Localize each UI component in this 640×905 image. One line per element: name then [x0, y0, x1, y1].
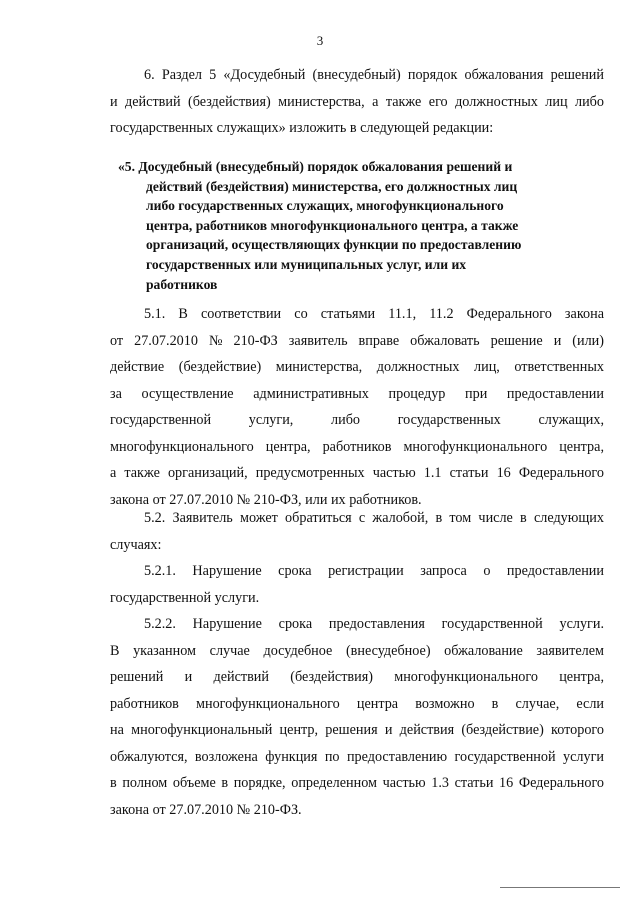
paragraph-5-2-line: случаях: — [110, 536, 162, 553]
footer-rule — [500, 887, 620, 888]
heading-line: действий (бездействия) министерства, его должностных лиц — [146, 178, 518, 194]
paragraph-5-1-line: действие (бездействие) министерства, должностных лиц, ответственных — [110, 359, 604, 375]
paragraph-5-2-2-line: 5.2.2. Нарушение срока предоставления государственной услуги. — [144, 616, 604, 632]
page-number: 3 — [316, 33, 324, 48]
heading-line: «5. Досудебный (внесудебный) порядок обжалования решений и — [118, 159, 513, 174]
paragraph-5-1-line: а также организаций, предусмотренных частью 1.1 статьи 16 Федерального — [110, 465, 604, 481]
paragraph-5-2-2-line: работников многофункционального центра возможно в случае, если — [110, 695, 604, 712]
paragraph-6-line: 6. Раздел 5 «Досудебный (внесудебный) порядок обжалования решений — [144, 67, 604, 83]
paragraph-5-2-2-line: на многофункциональный центр, решения и действия (бездействие) которого — [110, 722, 604, 738]
heading-line: государственных или муниципальных услуг, или их — [146, 256, 467, 272]
heading-line: центра, работников многофункционального центра, а также — [146, 217, 519, 233]
paragraph-5-1 — [110, 301, 604, 513]
paragraph-5-2-line: 5.2. Заявитель может обратиться с жалобой, в том числе в следующих — [144, 510, 604, 526]
heading-line: организаций, осуществляющих функции по предоставлению — [146, 237, 522, 253]
section-5-heading — [118, 157, 584, 294]
heading-line: либо государственных служащих, многофункционального — [146, 198, 504, 214]
paragraph-5-2-2-line: обжалуются, возложена функция по предоставлению государственной услуги — [110, 748, 604, 765]
paragraph-5-1-line: закона от 27.07.2010 № 210-ФЗ, или их работников. — [110, 491, 422, 508]
paragraph-6-line: государственных служащих» изложить в следующей редакции: — [110, 120, 494, 136]
paragraph-5-2-2-line: закона от 27.07.2010 № 210-ФЗ. — [110, 801, 302, 818]
paragraph-5-1-line: за осуществление административных процедур при предоставлении — [110, 385, 604, 402]
paragraph-5-2-2-line: В указанном случае досудебное (внесудебное) обжалование заявителем — [110, 642, 604, 659]
paragraph-5-1-line: от 27.07.2010 № 210-ФЗ заявитель вправе обжаловать решение и (или) — [110, 332, 604, 349]
paragraph-6 — [110, 62, 604, 142]
paragraph-5-2-2-line: решений и действий (бездействия) многофункционального центра, — [110, 669, 604, 685]
paragraph-5-1-line: государственной услуги, либо государственных служащих, — [110, 412, 604, 428]
paragraph-5-1-line: 5.1. В соответствии со статьями 11.1, 11.2 Федерального закона — [144, 306, 604, 322]
paragraph-5-2 — [110, 505, 604, 558]
paragraph-5-2-2-line: в полном объеме в порядке, определенном частью 1.3 статьи 16 Федерального — [110, 775, 604, 791]
paragraph-5-2-1-line: 5.2.1. Нарушение срока регистрации запроса о предоставлении — [144, 563, 604, 579]
paragraph-6-line: и действий (бездействия) министерства, а также его должностных лиц либо — [110, 93, 604, 110]
paragraph-5-1-line: многофункционального центра, работников многофункционального центра, — [110, 438, 604, 455]
heading-line: работников — [146, 276, 218, 292]
paragraph-5-2-1 — [110, 558, 604, 611]
paragraph-5-2-2 — [110, 611, 604, 823]
paragraph-5-2-1-line: государственной услуги. — [110, 589, 260, 606]
